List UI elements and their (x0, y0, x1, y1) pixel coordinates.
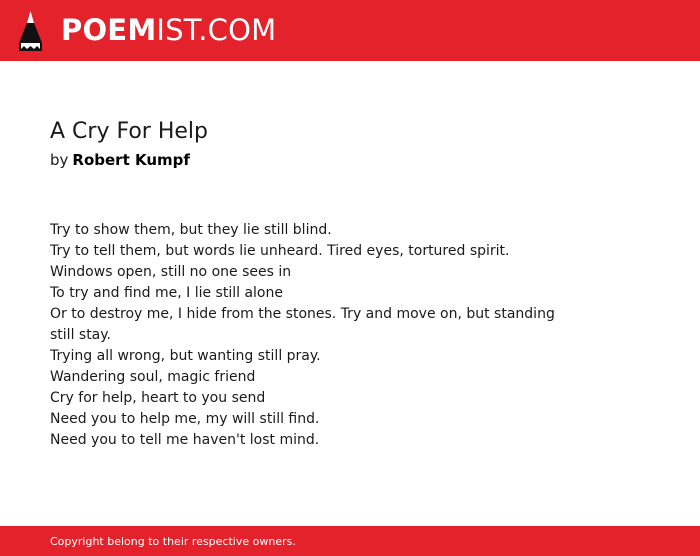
poem-title: A Cry For Help (50, 119, 208, 144)
byline (50, 150, 570, 171)
poem-line: Try to show them, but they lie still blind. (50, 222, 332, 238)
poem-line: Cry for help, heart to you send (50, 390, 266, 406)
poem-line: Try to tell them, but words lie unheard. Tired eyes, tortured spirit. (50, 243, 510, 259)
poem-line: To try and find me, I lie still alone (50, 285, 283, 301)
site-logo-text (61, 13, 277, 47)
by-label: by (50, 151, 69, 169)
poem-line: still stay. (50, 327, 112, 343)
poem-line: Or to destroy me, I hide from the stones. Try and move on, but standing (50, 306, 555, 322)
pen-nib-icon (18, 10, 43, 52)
poem-content (50, 117, 570, 451)
logo-text-light: IST.COM (156, 13, 277, 47)
header-bar (0, 0, 700, 61)
copyright-text: Copyright belong to their respective owners. (50, 534, 296, 548)
poem-line: Windows open, still no one sees in (50, 264, 292, 280)
author-link[interactable]: Robert Kumpf (72, 151, 190, 169)
poem-line: Wandering soul, magic friend (50, 369, 256, 385)
poem-line: Need you to help me, my will still find. (50, 411, 320, 427)
site-logo-link[interactable] (18, 10, 276, 52)
logo-text-bold: POEM (61, 13, 157, 47)
poem-line: Need you to tell me haven't lost mind. (50, 432, 320, 448)
poem-line: Trying all wrong, but wanting still pray. (50, 348, 321, 364)
footer-bar (0, 526, 700, 556)
poem-body (50, 220, 570, 451)
